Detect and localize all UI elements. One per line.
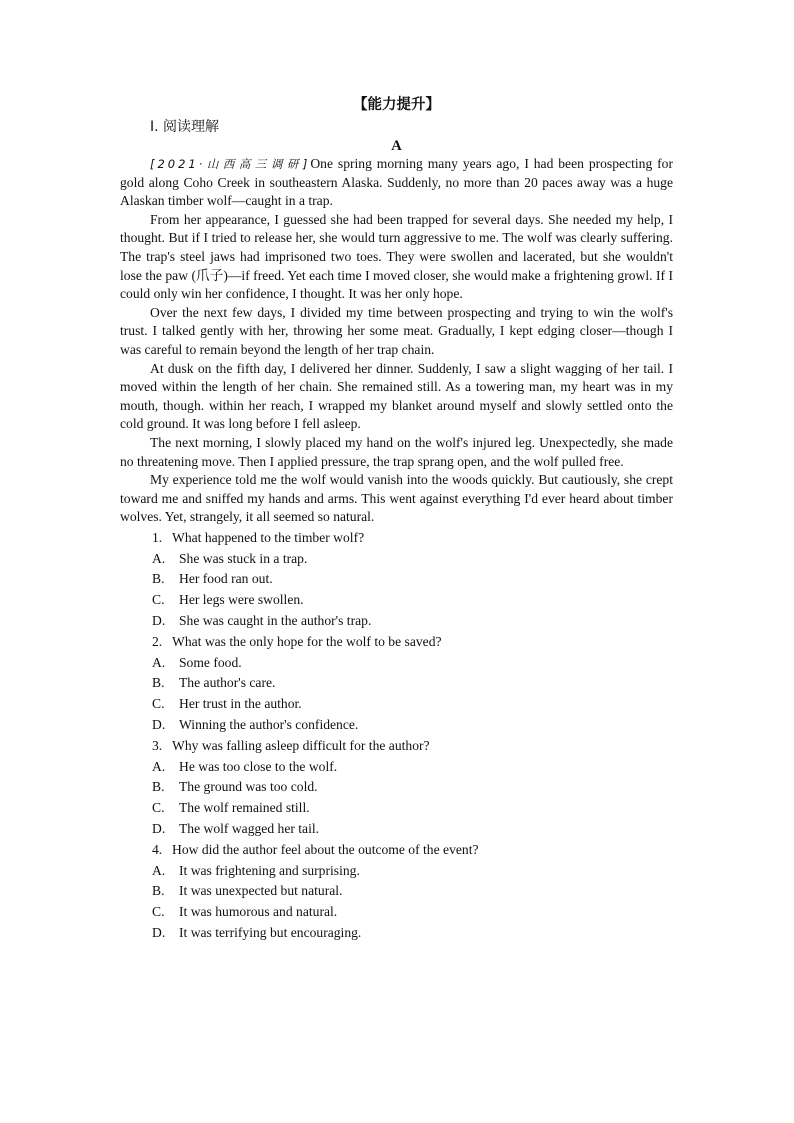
option-text: It was unexpected but natural. bbox=[179, 883, 343, 899]
answer-option[interactable] bbox=[152, 881, 673, 902]
answer-option[interactable] bbox=[152, 653, 673, 674]
answer-option[interactable] bbox=[152, 777, 673, 798]
question-number: 4. bbox=[152, 841, 163, 857]
answer-option[interactable] bbox=[152, 569, 673, 590]
option-letter: B. bbox=[152, 883, 165, 899]
option-letter: C. bbox=[152, 904, 165, 920]
question-number: 3. bbox=[152, 737, 163, 753]
option-letter: D. bbox=[152, 613, 166, 629]
option-text: She was caught in the author's trap. bbox=[179, 613, 372, 629]
question-number: 1. bbox=[152, 529, 163, 545]
passage-body bbox=[120, 155, 673, 527]
option-text: The wolf remained still. bbox=[179, 800, 310, 816]
answer-option[interactable] bbox=[152, 757, 673, 778]
answer-option[interactable] bbox=[152, 798, 673, 819]
option-text: Her trust in the author. bbox=[179, 696, 302, 712]
part-heading: Ⅰ. 阅读理解 bbox=[150, 119, 220, 135]
answer-option[interactable] bbox=[152, 923, 673, 944]
passage-paragraph: [2021·山西高三调研]One spring morning many years ago, I had been prospecting for gold along Coho Creek in southeastern Alaska. Suddenly, no more than 20 paces away was a huge Alaskan timber wolf—caught in a trap. bbox=[120, 156, 673, 209]
question-stem: 1. What happened to the timber wolf? bbox=[152, 528, 673, 549]
question-stem: 3. Why was falling asleep difficult for the author? bbox=[152, 736, 673, 757]
option-letter: C. bbox=[152, 696, 165, 712]
answer-option[interactable] bbox=[152, 590, 673, 611]
answer-option[interactable] bbox=[152, 861, 673, 882]
option-text: The wolf wagged her tail. bbox=[179, 821, 320, 837]
answer-option[interactable] bbox=[152, 549, 673, 570]
option-letter: C. bbox=[152, 800, 165, 816]
passage-paragraph: My experience told me the wolf would vanish into the woods quickly. But cautiously, she crept toward me and sniffed my hands and arms. This went against everything I'd ever heard about timber wolves. Yet, strangely, it all seemed so natural. bbox=[120, 472, 673, 525]
answer-option[interactable] bbox=[152, 819, 673, 840]
passage-paragraph: Over the next few days, I divided my time between prospecting and trying to win the wolf's trust. I talked gently with her, throwing her some meat. Gradually, I kept edging closer—though I was careful to remain beyond the length of her trap chain. bbox=[120, 304, 673, 357]
option-letter: B. bbox=[152, 675, 165, 691]
passage-paragraph: At dusk on the fifth day, I delivered her dinner. Suddenly, I saw a slight wagging of her tail. I moved within the length of her chain. She remained still. As a towering man, my heart was in my mouth, though. within her reach, I wrapped my blanket around myself and slowly settled onto the cold ground. It was long before I fell asleep. bbox=[120, 360, 673, 432]
question-stem: 4. How did the author feel about the outcome of the event? bbox=[152, 840, 673, 861]
worksheet-page bbox=[120, 95, 673, 944]
answer-option[interactable] bbox=[152, 673, 673, 694]
option-letter: C. bbox=[152, 592, 165, 608]
answer-option[interactable] bbox=[152, 611, 673, 632]
source-tag: [2021·山西高三调研] bbox=[150, 157, 311, 171]
option-letter: D. bbox=[152, 925, 166, 941]
option-text: Her legs were swollen. bbox=[179, 592, 304, 608]
option-text: Some food. bbox=[179, 654, 242, 670]
question-stem: 2. What was the only hope for the wolf to be saved? bbox=[152, 632, 673, 653]
option-text: Winning the author's confidence. bbox=[179, 717, 359, 733]
option-text: He was too close to the wolf. bbox=[179, 758, 338, 774]
option-text: She was stuck in a trap. bbox=[179, 550, 308, 566]
option-text: Her food ran out. bbox=[179, 571, 273, 587]
answer-option[interactable] bbox=[152, 902, 673, 923]
option-letter: B. bbox=[152, 779, 165, 795]
section-title: 【能力提升】 bbox=[353, 97, 440, 113]
option-letter: A. bbox=[152, 862, 166, 878]
option-text: The ground was too cold. bbox=[179, 779, 318, 795]
option-text: It was humorous and natural. bbox=[179, 904, 338, 920]
passage-label: A bbox=[391, 138, 402, 154]
option-letter: A. bbox=[152, 654, 166, 670]
option-letter: D. bbox=[152, 717, 166, 733]
passage-paragraph: The next morning, I slowly placed my hand on the wolf's injured leg. Unexpectedly, she made no threatening move. Then I applied pressure, the trap sprang open, and the wolf pulled free. bbox=[120, 434, 673, 469]
option-text: It was terrifying but encouraging. bbox=[179, 925, 362, 941]
option-letter: B. bbox=[152, 571, 165, 587]
option-letter: A. bbox=[152, 550, 166, 566]
answer-option[interactable] bbox=[152, 715, 673, 736]
option-text: It was frightening and surprising. bbox=[179, 862, 360, 878]
option-letter: A. bbox=[152, 758, 166, 774]
answer-option[interactable] bbox=[152, 694, 673, 715]
option-text: The author's care. bbox=[179, 675, 276, 691]
question-list bbox=[120, 528, 673, 944]
option-letter: D. bbox=[152, 821, 166, 837]
passage-paragraph: From her appearance, I guessed she had been trapped for several days. She needed my help, I thought. But if I tried to release her, she would turn aggressive to me. The wolf was clearly suffering. The trap's steel jaws had imprisoned two toes. They were swollen and lacerated, but she wouldn't lose the paw (爪子)—if freed. Yet each time I moved closer, she would make a frightening growl. If I could only win her confidence, I thought. It was her only hope. bbox=[120, 211, 673, 302]
question-number: 2. bbox=[152, 633, 163, 649]
